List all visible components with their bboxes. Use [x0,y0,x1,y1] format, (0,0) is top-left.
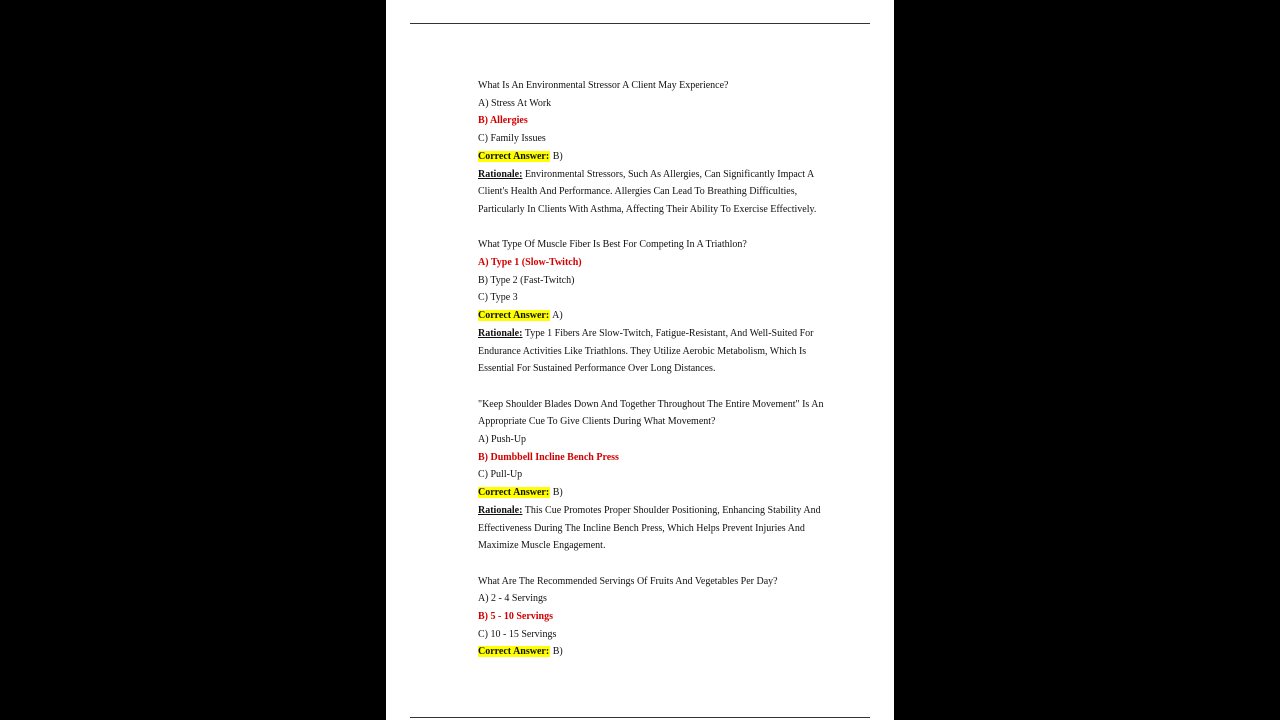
question-text: "Keep Shoulder Blades Down And Together Throughout The Entire Movement" Is An Appropriate Cue To Give Clients During What Movement? [478,398,824,428]
document-page [386,0,894,720]
question-block-3 [478,396,838,555]
rationale [478,502,838,555]
option-c: C) Pull-Up [478,469,523,481]
correct-answer-label: Correct Answer: [478,150,550,162]
correct-answer-value: B) [552,646,563,658]
correct-answer-label: Correct Answer: [478,310,550,322]
question-list [478,77,838,661]
option-c: C) Family Issues [478,133,546,145]
option-b: B) Type 2 (Fast-Twitch) [478,274,575,286]
rationale-text: This Cue Promotes Proper Shoulder Positioning, Enhancing Stability And Effectiveness During The Incline Bench Press, Which Helps Prevent Injuries And Maximize Muscle Engagement. [478,504,821,552]
rationale-label: Rationale: [478,168,523,180]
question-block-2 [478,236,838,378]
rationale-label: Rationale: [478,327,523,339]
correct-answer-label: Correct Answer: [478,487,550,499]
correct-answer-label: Correct Answer: [478,646,550,658]
correct-answer-line [478,484,838,502]
option-b-correct: B) Dumbbell Incline Bench Press [478,451,619,463]
option-a-correct: A) Type 1 (Slow-Twitch) [478,257,582,269]
option-b-correct: B) Allergies [478,115,528,127]
correct-answer-value: B) [552,487,563,499]
question-text: What Are The Recommended Servings Of Fruits And Vegetables Per Day? [478,575,778,587]
option-b-correct: B) 5 - 10 Servings [478,611,553,623]
rationale-text: Type 1 Fibers Are Slow-Twitch, Fatigue-Resistant, And Well-Suited For Endurance Activities Like Triathlons. They Utilize Aerobic Metabolism, Which Is Essential For Sustained Performance Over Long Distances. [478,327,814,375]
correct-answer-line [478,148,838,166]
rationale [478,325,838,378]
option-a: A) Stress At Work [478,97,552,109]
correct-answer-value: A) [552,310,563,322]
option-a: A) 2 - 4 Servings [478,593,547,605]
header-rule [410,23,870,24]
option-a: A) Push-Up [478,434,527,446]
correct-answer-line [478,643,838,661]
footer-rule [410,717,870,718]
rationale-label: Rationale: [478,504,523,516]
correct-answer-line [478,307,838,325]
question-block-4 [478,573,838,662]
question-text: What Is An Environmental Stressor A Client May Experience? [478,80,729,91]
question-block-1 [478,77,838,219]
rationale-text: Environmental Stressors, Such As Allergies, Can Significantly Impact A Client's Health And Performance. Allergies Can Lead To Breathing Difficulties, Particularly In Clients With Asthma, Affecting Their Ability To Exercise Effectively. [478,168,817,215]
correct-answer-value: B) [552,150,563,162]
option-c: C) Type 3 [478,292,518,304]
question-text: What Type Of Muscle Fiber Is Best For Competing In A Triathlon? [478,239,747,251]
rationale [478,166,838,219]
option-c: C) 10 - 15 Servings [478,628,557,640]
